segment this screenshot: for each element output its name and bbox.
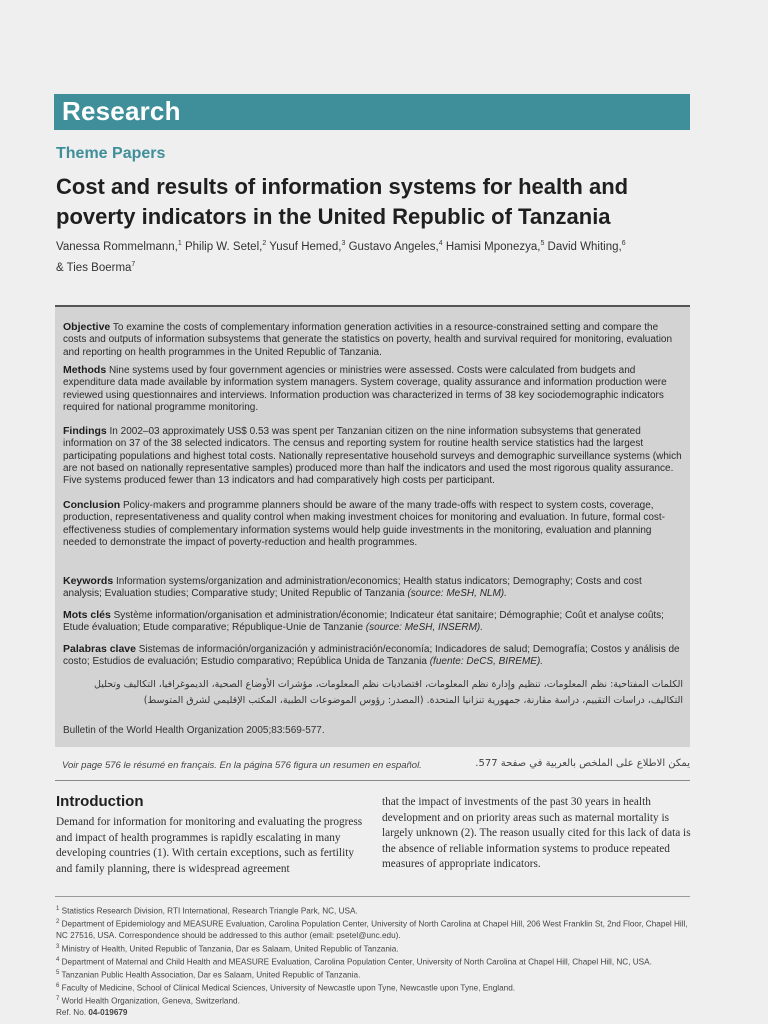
methods-text: Nine systems used by four government agencies or ministries were assessed. Costs were calculated from budgets and expenditure data made available by information system managers. System coverage, quality assurance and information production were reviewed using questionnaires and interviews. Information production was characterized in terms of 38 key sociodemographic indicators required for national programme monitoring.	[63, 365, 667, 413]
author: Vanessa Rommelmann,	[56, 240, 178, 253]
keywords-label: Keywords	[63, 575, 114, 587]
palabras-text: Sistemas de información/organización y administración/economía; Indicadores de salud; Demografía; Costos y análisis de costo; Estudios de evaluación; Estudio comparativo; República Unida de Tanzania	[63, 644, 680, 668]
author: Hamisi Mponezya,	[445, 240, 541, 253]
abstract-objective	[63, 321, 683, 359]
translation-note: Voir page 576 le résumé en français. En la página 576 figura un resumen en español.	[62, 760, 422, 771]
article-title: Cost and results of information systems for health and poverty indicators in the United Republic of Tanzania	[56, 174, 629, 229]
author: Philip W. Setel,	[184, 240, 263, 253]
introduction-left-column: Demand for information for monitoring and evaluating the progress and impact of health programmes is rapidly escalating in many developing countries (1). With certain exceptions, such as fertility and family planning, there is widespread agreement	[56, 816, 363, 875]
reference-number: Ref. No. 04-019679	[56, 1008, 128, 1018]
palabras-label: Palabras clave	[63, 643, 136, 655]
mots-cles	[63, 609, 683, 635]
author-affiliation-marker: 3	[341, 240, 346, 247]
footnote-divider	[55, 896, 690, 897]
author-affiliation-marker: 6	[621, 240, 626, 247]
author: Gustavo Angeles,	[348, 240, 439, 253]
methods-label: Methods	[63, 364, 107, 376]
author-affiliation-marker: 7	[131, 260, 136, 268]
objective-text: To examine the costs of complementary information generation activities in a resource-constrained setting and compare the costs and outputs of information subsystems that generate the statistics on poverty, health and survival required for monitoring, evaluation and reporting on health programmes in the United Republic of Tanzania.	[63, 322, 673, 358]
conclusion-text: Policy-makers and programme planners should be aware of the many trade-offs with respect to system costs, coverage, production, representativeness and quality control when making investment choices for monitoring and evaluation. In future, formal cost-effectiveness studies of complementary information systems would help guide investments in the monitoring, evaluation and planning needed to demonstrate the impact of poverty-reduction and health programmes.	[63, 500, 665, 548]
author-affiliation-marker: 2	[262, 240, 267, 247]
footnote: $^6$ Faculty of Medicine, School of Clinical Medical Sciences, University of Newcastle upon Tyne, Newcastle upon Tyne, England.	[56, 983, 516, 993]
findings-text: In 2002–03 approximately US$ 0.53 was spent per Tanzanian citizen on the nine information subsystems that generated information on 37 of the 38 selected indicators. The census and reporting system for routine health service statistics had the largest participating populations and highest total costs. Nationally representative household surveys and demographic surveillance systems (which are not based on nationally representative samples) produced more than half the indicators and used the most rigorous quality assurance. Five systems produced fewer than 13 indicators and had comparatively high costs per participant.	[63, 426, 682, 487]
author: David Whiting,	[547, 240, 622, 253]
introduction-right-column: that the impact of investments of the past 30 years in health development and on priority areas such as maternal mortality is largely unknown (2). The reason usually cited for this lack of data is the absence of reliable information systems to produce repeated measures of appropriate indicators.	[382, 796, 691, 870]
author-affiliation-marker: 4	[438, 240, 443, 247]
palabras-source: (fuente: DeCS, BIREME).	[429, 656, 544, 668]
abstract-findings	[63, 425, 683, 487]
arabic-keywords-line2: التكاليف، دراسات التقييم، دراسة مقارنة، جمهورية تنزانيا المتحدة. (المصدر: رؤوس الموضوعات الطبية، المكتب الإقليمي لشرق المتوسط)	[143, 695, 683, 706]
objective-label: Objective	[63, 321, 111, 333]
translation-note-arabic: يمكن الاطلاع على الملخص بالعربية في صفحة 577.	[475, 758, 690, 769]
section-banner	[54, 94, 690, 130]
introduction-heading: Introduction	[56, 793, 144, 810]
abstract-conclusion	[63, 499, 683, 549]
arabic-keywords-line1: الكلمات المفتاحية: نظم المعلومات، تنظيم وإدارة نظم المعلومات، اقتصاديات نظم المعلومات، مؤشرات الأوضاع الصحية، الديموغرافيا، التكاليف وتحليل	[94, 679, 683, 690]
section-title: Research	[62, 96, 181, 126]
citation: Bulletin of the World Health Organization 2005;83:569-577.	[63, 725, 325, 736]
abstract-box	[55, 305, 690, 747]
author-affiliation-marker: 1	[177, 240, 182, 247]
mots-source: (source: MeSH, INSERM).	[365, 622, 484, 634]
findings-label: Findings	[63, 425, 107, 437]
author: Yusuf Hemed,	[269, 240, 342, 253]
author: & Ties Boerma	[56, 261, 132, 274]
abstract-methods	[63, 364, 683, 414]
subsection-label: Theme Papers	[56, 145, 166, 162]
footnote: $^7$ World Health Organization, Geneva, Switzerland.	[56, 996, 240, 1006]
footnote: $^4$ Department of Maternal and Child Health and MEASURE Evaluation, Carolina Population Center, University of North Carolina at Chapel Hill, Chapel Hill, NC, USA.	[56, 956, 652, 967]
mots-label: Mots clés	[63, 609, 111, 621]
keywords-text: Information systems/organization and administration/economics; Health status indicators; Demography; Costs and cost analysis; Evaluation studies; Comparative study; United Republic of Tanzania	[63, 576, 642, 600]
footnote: $^5$ Tanzanian Public Health Association, Dar es Salaam, United Republic of Tanzania.	[56, 969, 361, 980]
keywords	[63, 575, 683, 601]
conclusion-label: Conclusion	[63, 499, 121, 511]
author-list	[56, 235, 696, 277]
keywords-source: (source: MeSH, NLM).	[407, 588, 507, 600]
palabras-clave	[63, 643, 683, 669]
arabic-keywords	[63, 677, 683, 709]
divider	[55, 780, 690, 781]
footnote: $^1$ Statistics Research Division, RTI International, Research Triangle Park, NC, USA.	[56, 906, 358, 916]
footnote: $^2$ Department of Epidemiology and MEASURE Evaluation, Carolina Population Center, University of North Carolina at Chapel Hill, 206 West Franklin St, 2nd Floor, Chapel Hill, NC 27516, USA. Correspondence should be addressed to this author (email: psetel@unc.edu).	[56, 919, 688, 941]
mots-text: Système information/organisation et administration/économie; Indicateur état sanitaire; Démographie; Coût et analyse coûts; Etude évaluation; Etude comparative; République-Unie de Tanzanie	[63, 610, 664, 634]
footnotes	[56, 904, 696, 1019]
footnote: $^3$ Ministry of Health, United Republic of Tanzania, Dar es Salaam, United Republic of Tanzania.	[56, 943, 399, 954]
author-affiliation-marker: 5	[540, 240, 545, 247]
